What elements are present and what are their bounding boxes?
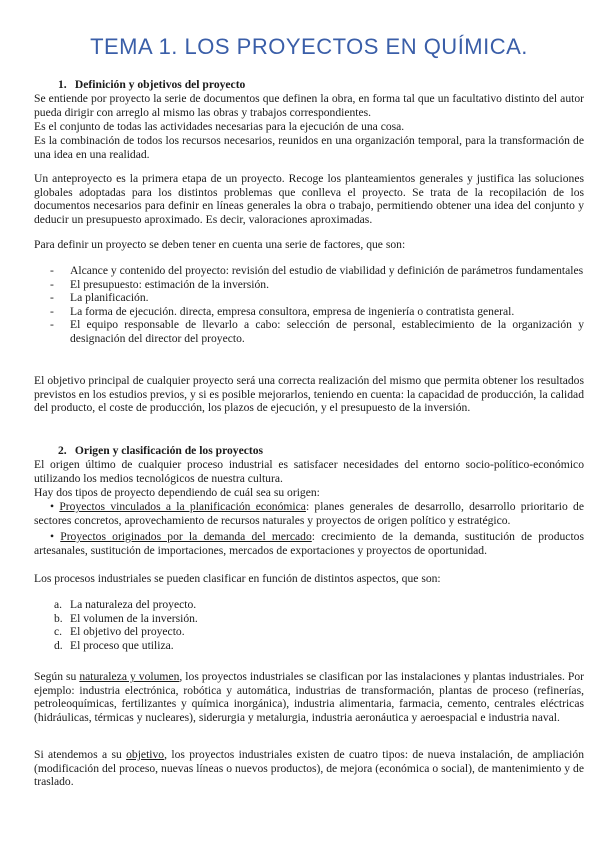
- tipo-1-item: [34, 500, 584, 527]
- objetivo-text: , los proyectos industriales existen de cuatro tipos: de nueva instalación, de ampliación (modificación del proceso, nuevas líneas o nuevos productos), de mejora (económica o social), de mantenimiento y de traslado.: [34, 748, 584, 789]
- list-item: [34, 291, 584, 305]
- naturaleza-paragraph: [34, 670, 584, 724]
- bullet-marker: •: [50, 500, 55, 513]
- factores-intro: Para definir un proyecto se deben tener en cuenta una serie de factores, que son:: [34, 238, 406, 251]
- list-item-text: El proceso que utiliza.: [70, 638, 174, 652]
- list-item: [34, 625, 584, 639]
- objetivo-tipos-paragraph: [34, 748, 584, 789]
- tipo-1-term: Proyectos vinculados a la planificación económica: [59, 500, 306, 513]
- list-marker: -: [50, 291, 54, 305]
- section-1-heading: [58, 78, 245, 92]
- section-1-title: Definición y objetivos del proyecto: [74, 78, 246, 91]
- list-item: [34, 612, 584, 626]
- list-item: [34, 264, 584, 278]
- list-item: [34, 318, 584, 345]
- section-1-number: 1.: [58, 78, 67, 91]
- page-title: TEMA 1. LOS PROYECTOS EN QUÍMICA.: [90, 34, 528, 59]
- origen-paragraph: El origen último de cualquier proceso industrial es satisfacer necesidades del entorno socio-político-económico utilizando los medios tecnológicos de nuestra cultura.: [34, 458, 584, 485]
- list-item-text: La forma de ejecución. directa, empresa consultora, empresa de ingeniería o contratista general.: [70, 304, 515, 318]
- objetivo-paragraph: El objetivo principal de cualquier proyecto será una correcta realización del mismo que permita obtener los resultados previstos en los estudios previos, y si es posible mejorarlos, teniendo en cuenta: la capacidad de producción, la calidad del producto, el coste de producción, los plazos de ejecución, y el presupuesto de la inversión.: [34, 374, 584, 415]
- tipos-intro: Hay dos tipos de proyecto dependiendo de cuál sea su origen:: [34, 486, 320, 499]
- list-marker: -: [50, 304, 54, 318]
- section-2-title: Origen y clasificación de los proyectos: [74, 444, 264, 457]
- tipo-2-item: [34, 530, 584, 557]
- definition-2: Es el conjunto de todas las actividades necesarias para la ejecución de una cosa.: [34, 120, 405, 133]
- aspectos-list: [34, 598, 584, 652]
- section-2-number: 2.: [58, 444, 67, 457]
- section-2-heading: [58, 444, 263, 458]
- list-item-text: La planificación.: [70, 291, 149, 305]
- list-item-text: El equipo responsable de llevarlo a cabo: selección de personal, establecimiento de la organización y designación del director del proyecto.: [70, 318, 584, 345]
- list-item: [34, 305, 584, 319]
- list-item-text: El presupuesto: estimación de la inversión.: [70, 277, 269, 291]
- naturaleza-text: , los proyectos industriales se clasifican por las instalaciones y plantas industriales. Por ejemplo: industria electrónica, robótica y automática, industrias de transformación, plantas de proceso (refinerías, petroleoquímicas, fertilizantes y química inorgánica), industria alimentaria, farmacia, cemento, centrales eléctricas (hidráulicas, térmicas y nucleares), siderurgia y metalurgia, industria aeronáutica y aeroespacial e industria naval.: [34, 670, 584, 724]
- list-marker: -: [50, 277, 54, 291]
- list-item-text: La naturaleza del proyecto.: [70, 598, 197, 611]
- objetivo-lead: Si atendemos a su: [34, 748, 127, 761]
- list-item: [34, 598, 584, 612]
- list-marker: b.: [54, 611, 63, 625]
- tipo-2-term: Proyectos originados por la demanda del mercado: [60, 530, 312, 543]
- tipo-1-text: : planes generales de desarrollo, desarrollo prioritario de sectores concretos, aprovechamiento de recursos naturales y proyectos de origen político y estratégico.: [34, 500, 584, 527]
- naturaleza-term: naturaleza y volumen: [79, 670, 180, 683]
- anteproyecto-paragraph: Un anteproyecto es la primera etapa de un proyecto. Recoge los planteamientos generales y justifica las soluciones globales adoptadas para los distintos problemas que conlleva el proyecto. Se trata de la recopilación de los documentos necesarios para definir en líneas generales la obra o trabajo, permitiendo obtener una idea del conjunto y deducir un presupuesto aproximado. Es decir, valoraciones aproximadas.: [34, 172, 584, 226]
- list-marker: d.: [54, 638, 63, 652]
- list-marker: a.: [54, 598, 63, 611]
- list-item-text: El volumen de la inversión.: [70, 611, 198, 625]
- list-item: [34, 639, 584, 653]
- factores-list: [34, 264, 584, 346]
- naturaleza-lead: Según su: [34, 670, 80, 683]
- list-item-text: Alcance y contenido del proyecto: revisión del estudio de viabilidad y definición de parámetros fundamentales: [70, 264, 584, 277]
- tipo-2-text: : crecimiento de la demanda, sustitución de productos artesanales, sustitución de importaciones, mercados de exportaciones y proyectos de oportunidad.: [34, 530, 584, 557]
- definition-1: Se entiende por proyecto la serie de documentos que definen la obra, en forma tal que un facultativo distinto del autor pueda dirigir con arreglo al mismo las obras y trabajos correspondientes.: [34, 92, 584, 119]
- definition-3: Es la combinación de todos los recursos necesarios, reunidos en una organización temporal, para la transformación de una idea en una realidad.: [34, 134, 584, 161]
- clasificacion-intro: Los procesos industriales se pueden clasificar en función de distintos aspectos, que son:: [34, 572, 441, 585]
- list-item: [34, 278, 584, 292]
- list-marker: -: [50, 318, 54, 332]
- list-item-text: El objetivo del proyecto.: [70, 625, 185, 639]
- list-marker: -: [50, 264, 54, 277]
- bullet-marker: •: [50, 530, 55, 543]
- list-marker: c.: [54, 625, 63, 639]
- objetivo-term: objetivo: [126, 748, 165, 761]
